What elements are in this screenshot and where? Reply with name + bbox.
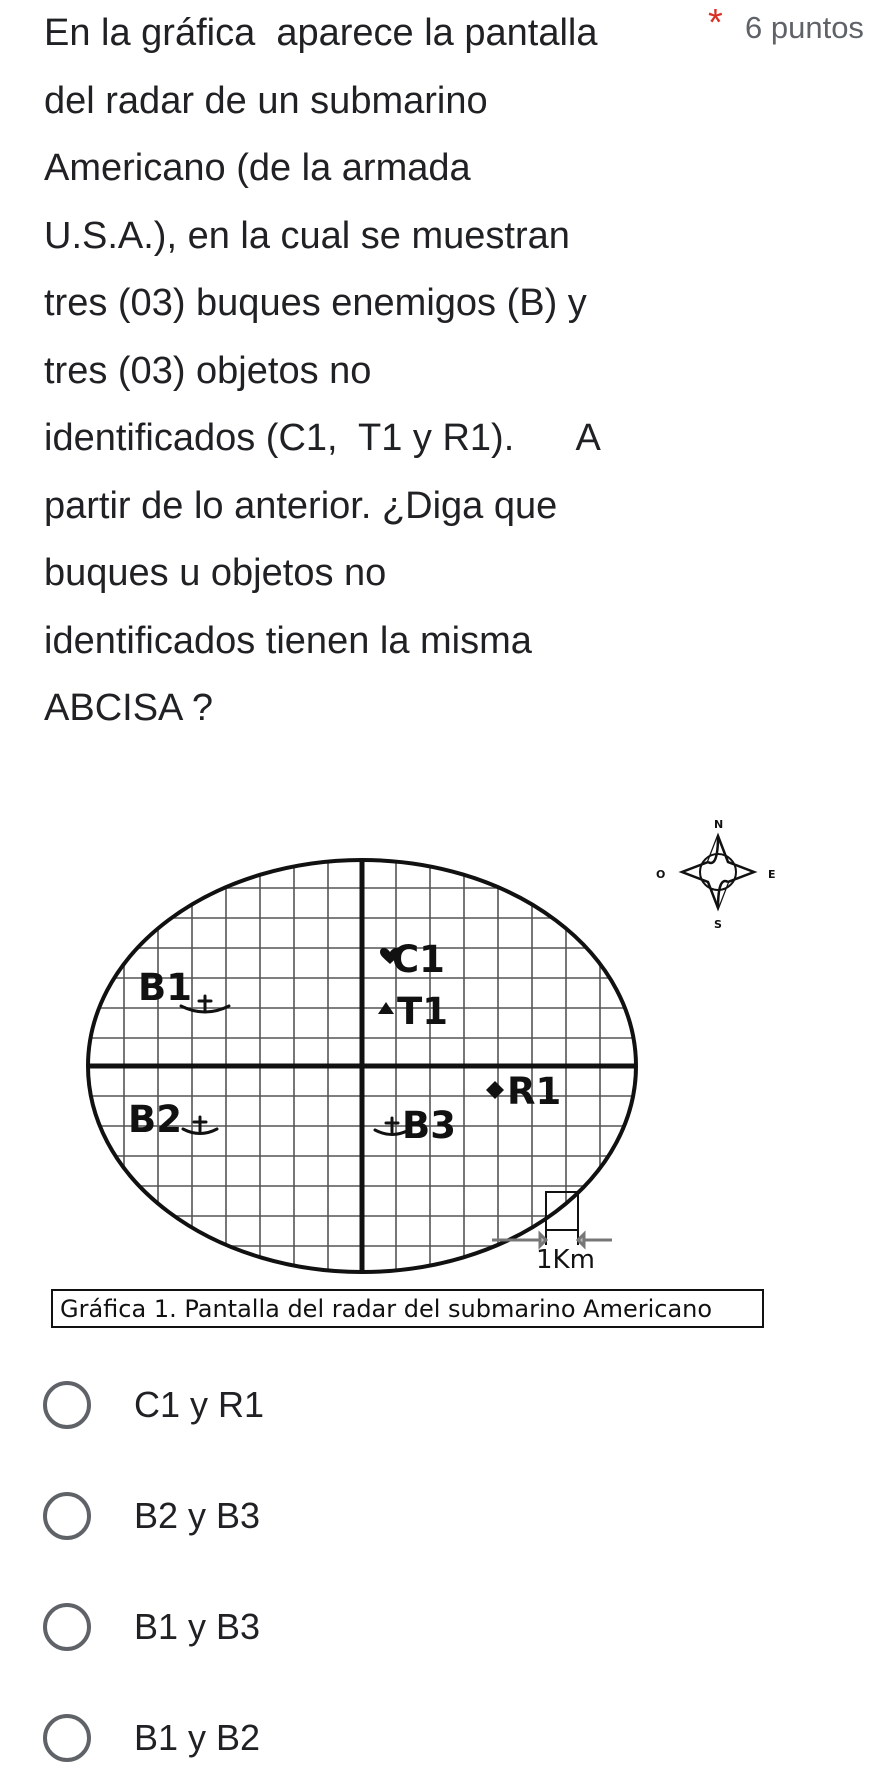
radar-axes [80,850,640,1280]
question-line: buques u objetos no [44,552,387,594]
scale-label: 1Km [536,1245,595,1275]
option-c1-r1[interactable] [0,1360,883,1450]
radar-figure [40,800,883,1345]
option-label: C1 y R1 [134,1384,265,1425]
question-line: identificados tienen la misma [44,619,532,662]
question-line: identificados (C1, T1 y R1). A [44,417,601,459]
radar-diagram [40,800,883,1345]
label-t1: T1 [397,990,448,1033]
question-line: del radar de un submarino [44,79,488,122]
label-b1: B1 [138,966,192,1009]
question-line: tres (03) buques enemigos (B) y [44,282,587,324]
label-b3: B3 [402,1104,456,1147]
question-line: tres (03) objetos no [44,349,372,392]
label-r1: R1 [507,1070,562,1113]
question-line: En la gráfica aparece la pantalla [44,12,598,54]
radio-button[interactable] [43,1603,91,1651]
points-label: 6 puntos [745,10,864,45]
option-label: B2 y B3 [134,1495,261,1536]
compass-o: O [656,868,666,881]
option-label: B1 y B3 [134,1606,261,1647]
radio-button[interactable] [43,1381,91,1429]
option-label: B1 y B2 [134,1717,261,1758]
compass-rose [682,836,754,908]
required-asterisk: * [708,2,723,44]
radio-button[interactable] [43,1492,91,1540]
label-b2: B2 [128,1098,182,1141]
question-line: U.S.A.), en la cual se muestran [44,214,570,257]
label-c1: C1 [392,938,445,981]
question-text [44,0,704,743]
option-b1-b2[interactable] [0,1693,883,1783]
question-line: partir de lo anterior. ¿Diga que [44,484,558,527]
compass-n: N [714,818,724,831]
option-b1-b3[interactable] [0,1582,883,1672]
compass-s: S [714,918,722,931]
option-b2-b3[interactable] [0,1471,883,1561]
question-line: Americano (de la armada [44,147,471,189]
compass-e: E [768,868,776,881]
question-line: ABCISA ? [44,687,213,729]
figure-caption: Gráfica 1. Pantalla del radar del submarino Americano [60,1295,713,1323]
radio-button[interactable] [43,1714,91,1762]
